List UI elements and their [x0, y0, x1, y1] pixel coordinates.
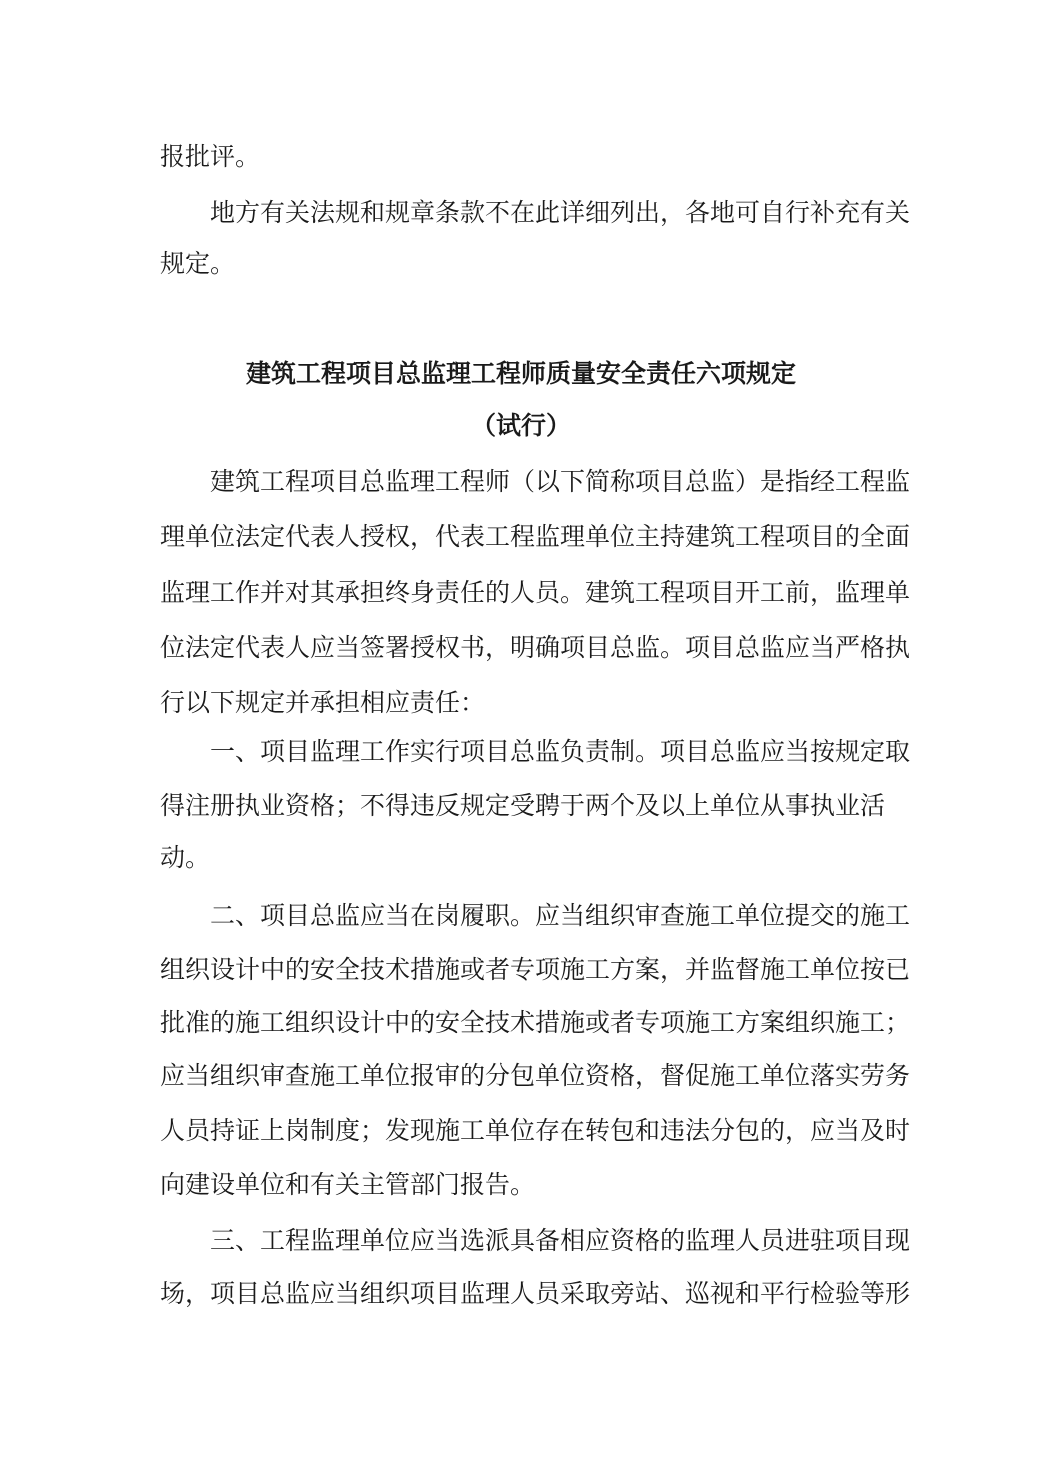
text-line: 批准的施工组织设计中的安全技术措施或者专项施工方案组织施工； — [160, 1008, 911, 1037]
text-line: 组织设计中的安全技术措施或者专项施工方案，并监督施工单位按已 — [160, 955, 911, 984]
text-line: 行以下规定并承担相应责任： — [160, 688, 486, 717]
text-line: 二、项目总监应当在岗履职。应当组织审查施工单位提交的施工 — [160, 901, 911, 930]
text-line: 位法定代表人应当签署授权书，明确项目总监。项目总监应当严格执 — [160, 633, 911, 662]
text-line: 场，项目总监应当组织项目监理人员采取旁站、巡视和平行检验等形 — [160, 1279, 911, 1308]
text-line: 向建设单位和有关主管部门报告。 — [160, 1170, 536, 1199]
text-line: 理单位法定代表人授权，代表工程监理单位主持建筑工程项目的全面 — [160, 522, 911, 551]
text-line: 得注册执业资格；不得违反规定受聘于两个及以上单位从事执业活 — [160, 791, 886, 820]
text-line: 规定。 — [160, 249, 236, 278]
text-line: 应当组织审查施工单位报审的分包单位资格，督促施工单位落实劳务 — [160, 1061, 911, 1090]
text-line: 人员持证上岗制度；发现施工单位存在转包和违法分包的，应当及时 — [160, 1116, 911, 1145]
document-title: 建筑工程项目总监理工程师质量安全责任六项规定 — [245, 359, 796, 388]
text-line: 动。 — [160, 843, 211, 872]
text-line: 三、工程监理单位应当选派具备相应资格的监理人员进驻项目现 — [160, 1226, 911, 1255]
text-line: 监理工作并对其承担终身责任的人员。建筑工程项目开工前，监理单 — [160, 578, 911, 607]
text-line: 一、项目监理工作实行项目总监负责制。项目总监应当按规定取 — [160, 737, 911, 766]
document-subtitle: （试行） — [470, 411, 571, 440]
text-line: 地方有关法规和规章条款不在此详细列出，各地可自行补充有关 — [160, 198, 911, 227]
text-line: 报批评。 — [160, 142, 261, 171]
text-line: 建筑工程项目总监理工程师（以下简称项目总监）是指经工程监 — [160, 467, 911, 496]
